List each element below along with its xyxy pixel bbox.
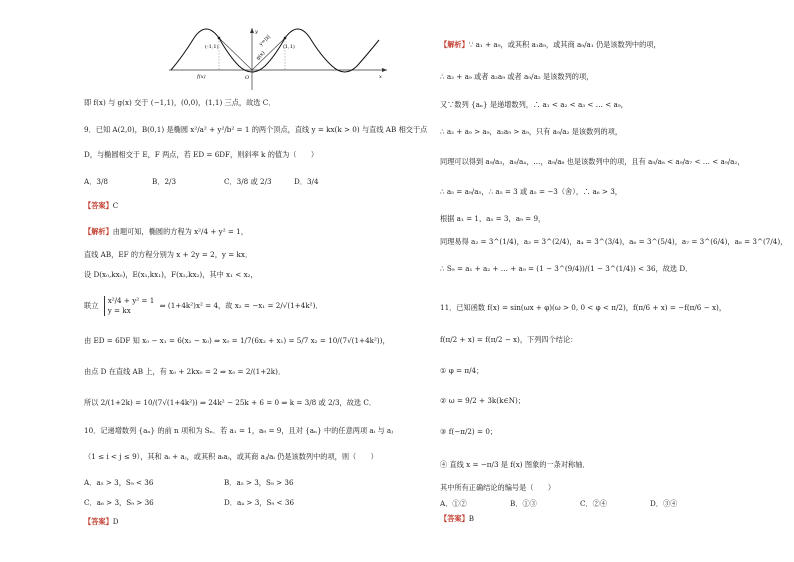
q10-solution-4: ∴ a₂ + a₉ > a₉，a₂a₉ > a₉，只有 a₉/a₂ 是该数列的项， — [440, 127, 623, 136]
q11-stem-1: 11．已知函数 f(x) = sin(ωx + φ)(ω > 0, 0 < φ < π/2)，f(π/6 + x) = −f(π/6 − x)， — [440, 303, 727, 312]
q9-option-b: B．2/3 — [152, 177, 177, 186]
answer-tag: 【答案】 — [84, 517, 113, 526]
q10-option-d: D．a₄ > 3，S₉ < 36 — [224, 498, 295, 507]
q10-solution-2: ∴ a₂ + a₉ 或者 a₂a₉ 或者 a₉/a₂ 是该数列的项， — [440, 72, 594, 81]
q9-solution-6: 由点 D 在直线 AB 上，有 x₀ + 2kx₀ = 2 ⇒ x₀ = 2/(1+2k)． — [84, 367, 286, 376]
system-eq-2: y = kx — [107, 306, 131, 315]
answer-value: B — [468, 514, 475, 523]
q9-stem-1: 9．已知 A(2,0)，B(0,1) 是椭圆 x²/a² + y²/b² = 1 的两个顶点，直线 y = kx(k > 0) 与直线 AB 相交于点 — [84, 125, 428, 134]
graph-label-x: x — [379, 74, 382, 80]
system-label: 联立 — [84, 301, 99, 310]
q10-solution-1 — [440, 40, 661, 49]
q9-solution-7: 所以 2/(1+2k) = 10/(7√(1+4k²)) ⇒ 24k² − 25k + 6 = 0 ⇒ k = 3/8 或 2/3，故选 C． — [84, 398, 377, 407]
graph-label-o: O — [245, 75, 250, 81]
q11-conclusion-1: ① φ = π/4； — [440, 366, 484, 375]
answer-value: D — [112, 517, 119, 526]
q9-solution-4 — [84, 296, 323, 316]
q10-stem-1: 10．记递增数列 {aₙ} 的前 n 项和为 Sₙ．若 a₁ = 1，a₉ = 9，且对 {aₙ} 中的任意两项 aᵢ 与 aⱼ — [84, 426, 394, 435]
solution-tag: 【解析】 — [84, 227, 113, 236]
equation-system — [104, 296, 155, 316]
q9-option-d: D．3/4 — [294, 177, 319, 186]
answer-tag: 【答案】 — [440, 514, 469, 523]
solution-text: 由题可知，椭圆的方程为 x²/4 + y² = 1， — [112, 227, 248, 236]
graph-label-pt1: (-1,1) — [205, 44, 219, 50]
q10-option-c: C．a₆ > 3，S₉ > 36 — [84, 498, 154, 507]
solution-tag: 【解析】 — [440, 40, 469, 49]
q9-answer — [84, 201, 118, 210]
graph-label-fx: f(x) — [197, 74, 206, 80]
q8-conclusion: 即 f(x) 与 g(x) 交于 (−1,1)，(0,0)，(1,1) 三点，故选 C． — [84, 98, 276, 107]
q10-solution-9: ∴ S₉ = a₁ + a₂ + … + a₉ = (1 − 3^(9/4))/(1 − 3^(1/4)) < 36，故选 D． — [440, 264, 693, 273]
q10-option-b: B．a₅ > 3，S₉ > 36 — [224, 478, 294, 487]
system-result: ⇒ (1+4k²)x² = 4，故 x₂ = −x₁ = 2/√(1+4k²)． — [159, 301, 323, 310]
q11-option-c: C．②④ — [580, 499, 608, 508]
q11-answer — [440, 514, 474, 523]
q11-option-b: B．①③ — [510, 499, 537, 508]
q10-solution-8: 同理易得 a₂ = 3^(1/4)，a₃ = 3^(2/4)，a₄ = 3^(3/4)，a₆ = 3^(5/4)，a₇ = 3^(6/4)，a₈ = 3^(7/4)， — [440, 237, 788, 246]
q10-solution-5: 同理可以得到 a₉/a₃，a₉/a₄，…，a₉/a₈ 也是该数列中的项，且有 a₉/a₈ < a₉/a₇ < … < a₉/a₂， — [440, 157, 745, 166]
q9-option-a: A．3/8 — [84, 177, 108, 186]
q11-conclusion-3: ③ f(−π/2) = 0； — [440, 427, 498, 436]
answer-value: C — [112, 201, 119, 210]
q10-stem-2: （1 ≤ i < j ≤ 9），其和 aᵢ + aⱼ，或其积 aᵢaⱼ，或其商 aⱼ/aᵢ 仍是该数列中的项，则（ ） — [84, 452, 378, 461]
q10-option-a: A．a₅ > 3，S₉ < 36 — [84, 478, 154, 487]
q10-solution-3: 又∵数列 {aₙ} 是递增数列，∴ a₁ < a₂ < a₃ < … < a₉， — [440, 100, 628, 109]
q9-option-c: C．3/8 或 2/3 — [224, 177, 272, 186]
q9-solution-5: 由 ED = 6DF 知 x₀ − x₁ = 6(x₂ − x₀) ⇒ x₀ = 1/7(6x₂ + x₁) = 5/7 x₂ = 10/(7√(1+4k²))， — [84, 336, 390, 345]
q10-solution-7: 根据 a₁ = 1，a₅ = 3，a₉ = 9， — [440, 214, 546, 223]
q9-solution-1 — [84, 227, 248, 236]
q11-option-d: D．③④ — [650, 499, 678, 508]
q9-solution-3: 设 D(x₀,kx₀)，E(x₁,kx₁)，F(x₂,kx₂)，其中 x₁ < x₂， — [84, 270, 258, 279]
system-eq-1: x²/4 + y² = 1 — [107, 296, 155, 305]
q11-stem-2: f(π/2 + x) = f(π/2 − x)，下列四个结论： — [440, 335, 578, 344]
q10-solution-6: ∴ a₅ = a₉/a₅，∴ a₅ = 3 或 a₅ = −3（舍），∴ a₆ > 3， — [440, 187, 622, 196]
solution-text: ∵ a₁ + a₉，或其积 a₁a₉，或其商 a₉/a₁ 仍是该数列中的项， — [468, 40, 661, 49]
q9-solution-2: 直线 AB，EF 的方程分别为 x + 2y = 2，y = kx． — [84, 250, 253, 259]
graph-label-pt2: (1,1) — [283, 44, 295, 50]
q11-conclusion-2: ② ω = 9/2 + 3k(k∈N)； — [440, 396, 526, 405]
q10-answer — [84, 517, 119, 526]
graph-label-y: y — [255, 29, 258, 35]
graph-label-g: g(x) — [255, 50, 267, 62]
q11-conclusion-4: ④ 直线 x = −π/3 是 f(x) 图象的一条对称轴． — [440, 460, 590, 469]
answer-tag: 【答案】 — [84, 201, 113, 210]
q9-stem-2: D，与椭圆相交于 E，F 两点，若 ED = 6DF，则斜率 k 的值为（ ） — [84, 150, 319, 159]
function-graph — [169, 26, 389, 91]
q11-question: 其中所有正确结论的编号是（ ） — [440, 483, 556, 492]
graph-label-curve: y=|x| — [258, 33, 272, 48]
q11-option-a: A．①② — [440, 499, 467, 508]
